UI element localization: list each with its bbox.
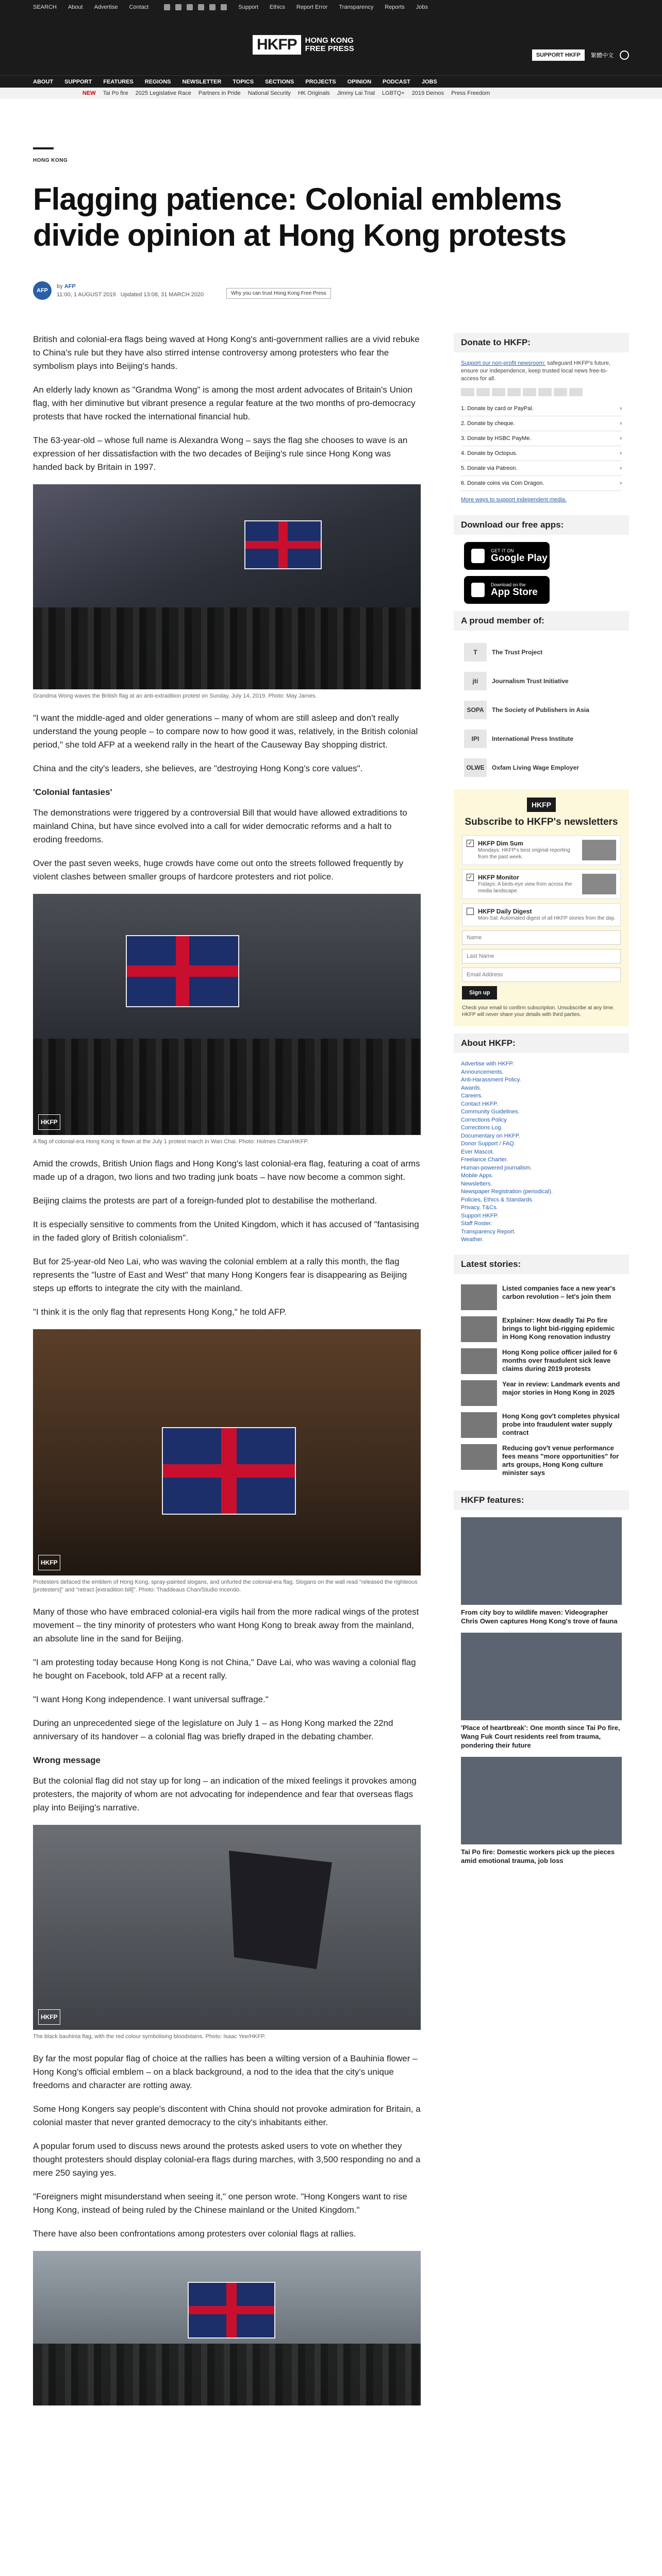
- photo-caption: Protesters defaced the emblem of Hong Kong, spray-painted slogans, and unfurled the colonial-era flag. Slogans on the wall read "released the righteous [protesters]" and "retract [extradition bill]". Photo: Thaddeaus Chan/Studio Incendo.: [33, 1579, 418, 1593]
- member-item[interactable]: [454, 753, 629, 782]
- donate-option[interactable]: [461, 416, 622, 431]
- section-rule: [33, 147, 54, 149]
- about-link[interactable]: Transparency Report.: [461, 1228, 516, 1235]
- utility-link-ethics[interactable]: Ethics: [269, 4, 285, 10]
- trending-link[interactable]: Partners in Pride: [198, 90, 241, 96]
- trending-link[interactable]: HK Originals: [297, 90, 330, 96]
- trending-link[interactable]: Press Freedom: [451, 90, 490, 96]
- youtube-icon[interactable]: [198, 4, 204, 10]
- nav-features[interactable]: FEATURES: [103, 78, 134, 85]
- paragraph: "I want the middle-aged and older generations – many of whom are still asleep and don't really understand the young people – to compare now to how good it was, relatively, in the British colonial period," she told AFP at a weekend rally in the heart of the Causeway Bay shopping district.: [33, 713, 418, 750]
- paragraph: An elderly lady known as "Grandma Wong" is among the most ardent advocates of Britain's Union flag, with her diminutive but vibrant presence a regular feature at the two months of pro-democracy protests that have rocked the international financial hub.: [33, 385, 416, 421]
- twitter-icon[interactable]: [175, 4, 181, 10]
- more-ways-link[interactable]: More ways to support independent media.: [461, 497, 567, 503]
- donate-option-label: 2. Donate by cheque.: [461, 420, 515, 427]
- member-item[interactable]: [454, 696, 629, 724]
- paragraph: Some Hong Kongers say people's discontent with China should not provoke admiration for Britain, a colonial master that never granted democracy to the city's inhabitants either.: [33, 2104, 421, 2127]
- newsletter-title: Subscribe to HKFP's newsletters: [465, 817, 618, 827]
- story-thumbnail: [461, 1444, 497, 1470]
- logo-line-2: FREE PRESS: [305, 44, 354, 53]
- subheading: 'Colonial fantasies': [33, 787, 112, 797]
- member-name: International Press Institute: [492, 735, 574, 742]
- nav-podcast[interactable]: PODCAST: [383, 78, 410, 85]
- latest-story[interactable]: [454, 1409, 629, 1441]
- nav-projects[interactable]: PROJECTS: [305, 78, 336, 85]
- chevron-right-icon: ›: [620, 420, 622, 427]
- mail-icon[interactable]: [221, 4, 227, 10]
- about-link[interactable]: Mobile Apps.: [461, 1173, 493, 1179]
- photo-caption: Grandma Wong waves the British flag at an anti-extradition protest on Sunday, July 14, 2019. Photo: May James.: [33, 693, 317, 699]
- donate-option[interactable]: [461, 431, 622, 446]
- latest-story[interactable]: [454, 1377, 629, 1409]
- paragraph: China and the city's leaders, she believes, are "destroying Hong Kong's core values".: [33, 764, 363, 773]
- member-name: Journalism Trust Initiative: [492, 677, 569, 685]
- donate-options: [454, 401, 629, 491]
- paragraph: British and colonial-era flags being waved at Hong Kong's anti-government rallies are a vivid rebuke to China's rule but they have also stirred intense controversy among protesters who fear the symbolism plays into Beijing's hands.: [33, 334, 420, 371]
- about-link[interactable]: Corrections Policy.: [461, 1116, 508, 1123]
- about-link[interactable]: Human-powered journalism.: [461, 1164, 532, 1171]
- newsletter-desc: Fridays: A birds-eye view from across the media landscape.: [478, 882, 572, 894]
- paragraph: It is especially sensitive to comments from the United Kingdom, which it has accused of "fantasising in the faded glory of British colonialism".: [33, 1219, 419, 1243]
- cheque-icon: [569, 388, 583, 396]
- paypal-icon: [476, 388, 490, 396]
- language-switch[interactable]: 繁體中文: [591, 53, 614, 59]
- store-small-text: GET IT ON: [491, 548, 514, 553]
- utility-link-support[interactable]: Support: [238, 4, 258, 10]
- nav-regions[interactable]: REGIONS: [144, 78, 171, 85]
- donate-option[interactable]: [461, 476, 622, 491]
- paragraph: Amid the crowds, British Union flags and Hong Kong's last colonial-era flag, featuring a coat of arms made up of a dragon, two lions and two trading junk boats – have now become a common sight.: [33, 1159, 420, 1182]
- social-icons: [164, 4, 227, 10]
- feature-image: [461, 1633, 622, 1720]
- app-store-button[interactable]: [464, 576, 550, 604]
- account-icon[interactable]: [620, 50, 629, 60]
- trust-button[interactable]: Why you can trust Hong Kong Free Press: [226, 288, 331, 299]
- section-label[interactable]: HONG KONG: [33, 158, 68, 163]
- latest-story[interactable]: [454, 1441, 629, 1480]
- photo-caption: The black bauhinia flag, with the red colour symbolising bloodstains. Photo: Isaac Yee/HKFP.: [33, 2033, 266, 2040]
- header-actions: [532, 49, 629, 61]
- name-field[interactable]: [462, 930, 621, 945]
- paragraph: There have also been confrontations among protesters over colonial flags at rallies.: [33, 2229, 356, 2239]
- paragraph: During an unprecedented siege of the legislature on July 1 – as Hong Kong marked the 22nd anniversary of its handover – a colonial flag was briefly draped in the debating chamber.: [33, 1718, 393, 1741]
- donate-option-label: 6. Donate coins via Coin Dragon.: [461, 480, 544, 486]
- feature-image: [461, 1517, 622, 1605]
- feature-story[interactable]: [454, 1633, 629, 1750]
- utility-bar: [0, 0, 662, 14]
- story-thumbnail: [461, 1284, 497, 1310]
- about-title: About HKFP:: [454, 1033, 629, 1053]
- newsletter-option[interactable]: [462, 903, 621, 926]
- about-link[interactable]: Ever Mascot.: [461, 1148, 494, 1155]
- payme-icon: [538, 388, 552, 396]
- trending-link[interactable]: National Security: [247, 90, 291, 96]
- site-logo[interactable]: [253, 35, 354, 55]
- colonial-flag: [162, 1427, 296, 1515]
- utility-link-transparency[interactable]: Transparency: [339, 4, 374, 10]
- donate-option[interactable]: [461, 401, 622, 416]
- newsletter-option[interactable]: [462, 869, 621, 899]
- store-big-text: App Store: [491, 587, 538, 598]
- google-play-button[interactable]: [464, 542, 550, 570]
- article-photo[interactable]: [33, 1825, 421, 2030]
- google-play-icon: [471, 549, 485, 563]
- about-link[interactable]: Newspaper Registration (periodical).: [461, 1189, 553, 1195]
- feature-story[interactable]: [454, 1517, 629, 1625]
- nav-about[interactable]: ABOUT: [33, 78, 54, 85]
- latest-story[interactable]: [454, 1281, 629, 1313]
- latest-title: Latest stories:: [454, 1255, 629, 1274]
- paragraph: "I think it is the only flag that represents Hong Kong," he told AFP.: [33, 1307, 287, 1317]
- newsletter-desc: Mon-Sat: Automated digest of all HKFP stories from the day.: [478, 916, 616, 921]
- newsletter-thumbnail: [582, 874, 616, 894]
- about-link[interactable]: Careers.: [461, 1093, 483, 1099]
- about-link[interactable]: Privacy, T&Cs.: [461, 1205, 498, 1211]
- crowd-shape: [33, 607, 421, 689]
- article-photo[interactable]: [33, 894, 421, 1135]
- email-field[interactable]: [462, 968, 621, 982]
- newsletter-logo: HKFP: [527, 798, 556, 812]
- logo-line-1: HONG KONG: [305, 36, 354, 45]
- chevron-right-icon: ›: [620, 450, 622, 456]
- story-title: Listed companies face a new year's carbon revolution – let's join them: [502, 1284, 616, 1300]
- updated-date: Updated 13:08, 31 MARCH 2020: [120, 292, 204, 298]
- member-item[interactable]: [454, 667, 629, 696]
- payment-icons: [454, 383, 629, 401]
- feature-title: Tai Po fire: Domestic workers pick up the pieces amid emotional trauma, job loss: [461, 1848, 615, 1865]
- newsletter-option[interactable]: [462, 835, 621, 865]
- feature-image: [461, 1757, 622, 1844]
- nav-sections[interactable]: SECTIONS: [265, 78, 294, 85]
- article-body: [33, 333, 421, 2405]
- utility-link-reports[interactable]: Reports: [385, 4, 405, 10]
- member-name: Oxfam Living Wage Employer: [492, 764, 579, 771]
- utility-link-contact[interactable]: Contact: [129, 4, 149, 10]
- story-thumbnail: [461, 1316, 497, 1342]
- story-title: Year in review: Landmark events and major stories in Hong Kong in 2025: [502, 1380, 620, 1396]
- newsletter-desc: Mondays: HKFP's best original reporting from the past week.: [478, 848, 570, 860]
- story-title: Hong Kong police officer jailed for 6 months over fraudulent sick leave claims during 2019 protests: [502, 1348, 618, 1372]
- about-link[interactable]: Donor Support / FAQ.: [461, 1141, 516, 1147]
- instagram-icon[interactable]: [187, 4, 193, 10]
- logo-wordmark: [305, 37, 354, 53]
- paragraph: Over the past seven weeks, huge crowds have come out onto the streets followed frequently by violent clashes between smaller groups of hardcore protesters and riot police.: [33, 858, 404, 882]
- colonial-flag: [126, 935, 239, 1007]
- nav-support[interactable]: SUPPORT: [64, 78, 92, 85]
- apps-title: Download our free apps:: [454, 515, 629, 535]
- about-link[interactable]: Community Guidelines.: [461, 1109, 520, 1115]
- member-item[interactable]: [454, 638, 629, 667]
- donate-intro: [454, 360, 629, 383]
- sidebar: [454, 333, 629, 1872]
- mastercard-icon: [461, 388, 474, 396]
- member-name: The Society of Publishers in Asia: [492, 706, 589, 714]
- donate-text: safeguard HKFP's future, ensure our independence, keep trusted local news free-to-access for all.: [461, 360, 611, 382]
- feature-title: 'Place of heartbreak': One month since Tai Po fire, Wang Fuk Court residents reel from trauma, pondering their future: [461, 1723, 620, 1749]
- support-hkfp-button[interactable]: SUPPORT HKFP: [532, 49, 585, 61]
- checkbox[interactable]: ✓: [467, 874, 474, 881]
- features-title: HKFP features:: [454, 1490, 629, 1510]
- about-link[interactable]: Awards.: [461, 1084, 482, 1091]
- story-thumbnail: [461, 1412, 497, 1438]
- nav-opinion[interactable]: OPINION: [347, 78, 372, 85]
- article-photo[interactable]: [33, 1329, 421, 1575]
- amex-icon: [507, 388, 521, 396]
- feature-story[interactable]: [454, 1757, 629, 1865]
- trending-link[interactable]: Jimmy Lai Trial: [337, 90, 375, 96]
- hkfp-watermark: HKFP: [38, 1555, 60, 1570]
- about-link[interactable]: Contact HKFP.: [461, 1100, 498, 1107]
- store-big-text: Google Play: [491, 553, 548, 564]
- article-photo[interactable]: [33, 484, 421, 689]
- member-name: The Trust Project: [492, 649, 543, 656]
- about-link[interactable]: Newsletters.: [461, 1180, 492, 1187]
- donate-title: Donate to HKFP:: [454, 333, 629, 352]
- paragraph: A popular forum used to discuss news around the protests asked users to vote on whether they thought protesters should display colonial-era flags during marches, with 3,500 responding no and a mere 250 saying yes.: [33, 2141, 421, 2178]
- published-date: 11:00, 1 AUGUST 2019: [57, 292, 116, 298]
- visa-icon: [492, 388, 505, 396]
- paragraph: "Foreigners might misunderstand when seeing it," one person wrote. "Hong Kongers want to rise Hong Kong, instead of being ruled by the Chinese mainland or the United Kingdom.": [33, 2192, 407, 2215]
- newsletter-box: [454, 789, 629, 1026]
- patreon-icon: [554, 388, 567, 396]
- article-photo[interactable]: [33, 2251, 421, 2405]
- donate-option[interactable]: [461, 461, 622, 476]
- ipi-logo: IPI: [464, 730, 487, 748]
- about-link[interactable]: Corrections Log.: [461, 1125, 503, 1131]
- paragraph: "I want Hong Kong independence. I want universal suffrage.": [33, 1694, 269, 1704]
- photo-caption: A flag of colonial-era Hong Kong is flown at the July 1 protest march in Wan Chai. Photo: Holmes Chan/HKFP.: [33, 1139, 309, 1145]
- trust-project-logo: T: [464, 643, 487, 662]
- story-title: Explainer: How deadly Tai Po fire brings to light bid-rigging epidemic in Hong Kong renovation industry: [502, 1316, 615, 1341]
- paragraph: The demonstrations were triggered by a controversial Bill that would have allowed extraditions to mainland China, but have since evolved into a call for wider democratic reforms and a halt to eroding freedoms.: [33, 808, 407, 844]
- main-nav: [0, 75, 662, 88]
- sopa-logo: SOPA: [464, 701, 487, 719]
- newsletter-note: Check your email to confirm subscription. Unsubscribe at any time. HKFP will never share your details with third parties.: [462, 1005, 615, 1018]
- author-avatar[interactable]: AFP: [33, 281, 52, 300]
- about-link[interactable]: Staff Roster.: [461, 1221, 492, 1227]
- donate-link[interactable]: Support our non-profit newsroom:: [461, 360, 545, 366]
- checkbox[interactable]: [467, 908, 474, 915]
- crowd-shape: [33, 2344, 421, 2405]
- site-header: [0, 14, 662, 75]
- utility-link-jobs[interactable]: Jobs: [416, 4, 428, 10]
- nav-topics[interactable]: TOPICS: [233, 78, 254, 85]
- last-name-field[interactable]: [462, 949, 621, 963]
- paragraph: The 63-year-old – whose full name is Alexandra Wong – says the flag she chooses to wave is an expression of her dissatisfaction with the two decades of Beijing's rule since Hong Kong was handed back by Britain in 1997.: [33, 435, 408, 472]
- paragraph: By far the most popular flag of choice at the rallies has been a wilting version of a Bauhinia flower – Hong Kong's official emblem – on a black background, a nod to the idea that the city's unique freedoms and character are rotting away.: [33, 2054, 418, 2090]
- facebook-icon[interactable]: [164, 4, 170, 10]
- author-name[interactable]: AFP: [64, 283, 76, 290]
- search-link[interactable]: SEARCH: [33, 4, 57, 10]
- newsletter-name: HKFP Monitor: [478, 874, 519, 881]
- hkfp-watermark: HKFP: [38, 2009, 60, 2025]
- paragraph: "I am protesting today because Hong Kong is not China," Dave Lai, who was waving a colonial flag he bought on Facebook, told AFP at a recent rally.: [33, 1657, 416, 1681]
- newsletter-thumbnail: [582, 840, 616, 860]
- donate-option-label: 5. Donate via Patreon.: [461, 465, 518, 471]
- story-title: Reducing gov't venue performance fees means "more opportunities" for arts groups, Hong Kong culture minister says: [502, 1444, 619, 1477]
- about-links: [454, 1060, 629, 1244]
- about-link[interactable]: Weather.: [461, 1236, 484, 1243]
- crowd-shape: [33, 1039, 421, 1135]
- union-flag: [244, 520, 322, 569]
- paragraph: But the colonial flag did not stay up for long – an indication of the mixed feelings it provokes among protesters, the majority of whom are not advocating for independence and fear that overseas flags play into Beijing's narrative.: [33, 1776, 417, 1812]
- paragraph: But for 25-year-old Neo Lai, who was waving the colonial emblem at a rally this month, the flag represents the "lustre of East and West" that many Hong Kongers fear is disappearing as Beijing steps up efforts to integrate the city with the mainland.: [33, 1257, 407, 1293]
- byline-text: by AFP 11:00, 1 AUGUST 2019 Updated 13:08, 31 MARCH 2020: [57, 283, 204, 298]
- story-thumbnail: [461, 1380, 497, 1406]
- trending-link[interactable]: 2025 Legislative Race: [135, 90, 191, 96]
- union-flag: [188, 2282, 275, 2338]
- about-link[interactable]: Support HKFP.: [461, 1212, 499, 1219]
- donate-option-label: 4. Donate by Octopus.: [461, 450, 518, 456]
- new-badge: NEW: [82, 90, 96, 96]
- latest-story[interactable]: [454, 1345, 629, 1377]
- utility-link-about[interactable]: About: [68, 4, 83, 10]
- article-headline: Flagging patience: Colonial emblems divide opinion at Hong Kong protests: [33, 182, 566, 252]
- donate-option-label: 1. Donate by card or PayPal.: [461, 405, 534, 412]
- trending-link[interactable]: Tai Po fire: [103, 90, 128, 96]
- trending-link[interactable]: LGBTQ+: [382, 90, 405, 96]
- store-small-text: Download on the: [491, 582, 526, 587]
- about-link[interactable]: Anti-Harassment Policy.: [461, 1077, 521, 1083]
- oxfam-logo: OLWE: [464, 758, 487, 777]
- about-link[interactable]: Documentary on HKFP.: [461, 1132, 520, 1139]
- member-item[interactable]: [454, 724, 629, 753]
- checkbox[interactable]: ✓: [467, 840, 474, 847]
- utility-link-report-error[interactable]: Report Error: [296, 4, 328, 10]
- about-link[interactable]: Announcements.: [461, 1069, 504, 1075]
- about-link[interactable]: Advertise with HKFP.: [461, 1061, 514, 1067]
- donate-option[interactable]: [461, 446, 622, 461]
- member-title: A proud member of:: [454, 611, 629, 631]
- chevron-right-icon: ›: [620, 465, 622, 471]
- about-link[interactable]: Policies, Ethics & Standards.: [461, 1196, 534, 1203]
- nav-newsletter[interactable]: NEWSLETTER: [182, 78, 222, 85]
- paragraph: Many of those who have embraced colonial-era vigils hail from the more radical wings of the protest movement – the tiny minority of protesters who want Hong Kong to break away from the mainland, an absolute line in the sand for Beijing.: [33, 1607, 419, 1643]
- story-title: Hong Kong gov't completes physical probe into fraudulent water supply contract: [502, 1412, 620, 1436]
- telegram-icon[interactable]: [209, 4, 216, 10]
- trending-bar: [0, 88, 662, 99]
- utility-link-advertise[interactable]: Advertise: [94, 4, 118, 10]
- story-thumbnail: [461, 1348, 497, 1374]
- latest-story[interactable]: [454, 1313, 629, 1345]
- donate-option-label: 3. Donate by HSBC PayMe.: [461, 435, 532, 442]
- newsletter-name: HKFP Daily Digest: [478, 908, 532, 915]
- logo-mark: HKFP: [253, 35, 301, 55]
- hkfp-watermark: HKFP: [38, 1114, 60, 1130]
- octopus-icon: [523, 388, 536, 396]
- nav-jobs[interactable]: JOBS: [421, 78, 437, 85]
- feature-title: From city boy to wildlife maven: Videographer Chris Owen captures Hong Kong's trove of fauna: [461, 1608, 618, 1625]
- paragraph: Beijing claims the protests are part of a foreign-funded plot to destabilise the motherland.: [33, 1196, 377, 1206]
- chevron-right-icon: ›: [620, 405, 622, 412]
- chevron-right-icon: ›: [620, 435, 622, 442]
- about-link[interactable]: Freelance Charter.: [461, 1157, 508, 1163]
- sign-up-button[interactable]: Sign up: [462, 986, 497, 999]
- trending-link[interactable]: 2019 Demos: [411, 90, 444, 96]
- newsletter-name: HKFP Dim Sum: [478, 840, 523, 847]
- apple-icon: [471, 583, 485, 597]
- subheading: Wrong message: [33, 1755, 101, 1765]
- byline: [33, 281, 331, 300]
- jti-logo: jti: [464, 672, 487, 690]
- chevron-right-icon: ›: [620, 480, 622, 486]
- black-bauhinia-flag: [229, 1851, 332, 1969]
